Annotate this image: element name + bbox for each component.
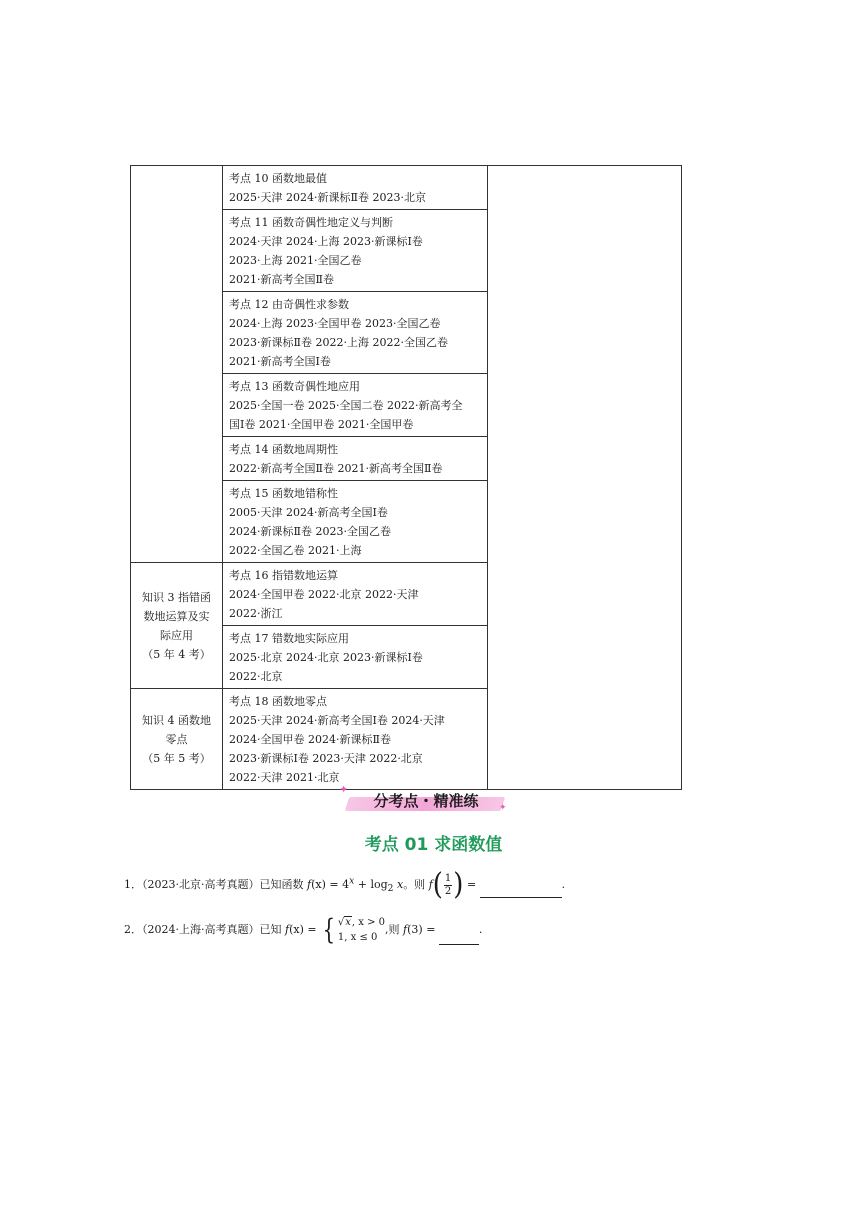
topic-title: 考点 10 函数地最值 (229, 172, 327, 185)
table-row (131, 166, 682, 210)
topic-cell (223, 166, 488, 210)
fraction-denominator: 2 (444, 885, 452, 897)
topic-cell (223, 292, 488, 374)
math-symbol: x (345, 917, 351, 928)
notes-cell (488, 166, 682, 790)
topic-cell (223, 626, 488, 689)
question-1 (124, 867, 566, 903)
answer-blank[interactable] (480, 885, 562, 898)
topic-source-line: 2025·北京 2024·北京 2023·新课标Ⅰ卷 (229, 651, 423, 664)
math-exponent: x (349, 875, 355, 887)
math-expression: (x) = 4 (311, 878, 350, 891)
topic-source-line: 2025·天津 2024·新高考全国Ⅰ卷 2024·天津 (229, 714, 445, 727)
fraction-numerator: 1 (444, 872, 452, 884)
math-symbol: f (428, 878, 433, 891)
question-1-prefix: 1．（2023·北京·高考真题）已知函数 (124, 878, 304, 891)
topic-title: 考点 14 函数地周期性 (229, 443, 338, 456)
topic-cell (223, 210, 488, 292)
math-expression: = (422, 923, 439, 936)
topic-title: 考点 12 由奇偶性求参数 (229, 298, 349, 311)
topic-cell (223, 481, 488, 563)
topic-cell (223, 374, 488, 437)
answer-blank[interactable] (439, 932, 479, 945)
knowledge-cell (131, 563, 223, 689)
knowledge-cell (131, 689, 223, 790)
piecewise-cases (338, 915, 385, 945)
section-title: 考点 01 求函数值 (364, 835, 503, 855)
fraction (444, 873, 452, 898)
knowledge-cell-empty (131, 166, 223, 563)
math-expression: (x) = (289, 923, 321, 936)
topic-source-line: 2022·北京 (229, 670, 283, 683)
question-2 (124, 915, 482, 945)
topic-source-line: 2022·浙江 (229, 607, 283, 620)
topic-source-line: 2024·天津 2024·上海 2023·新课标Ⅰ卷 (229, 235, 423, 248)
math-expression: = (463, 878, 480, 891)
case-2: 1, x ≤ 0 (337, 932, 378, 943)
topic-cell (223, 563, 488, 626)
topic-title: 考点 15 函数地错称性 (229, 487, 338, 500)
math-brace: { (322, 913, 336, 946)
knowledge-label: 零点 (165, 732, 188, 746)
math-paren: ) (453, 867, 464, 903)
sqrt-icon: √ (337, 917, 345, 928)
topic-source-line: 2022·全国乙卷 2021·上海 (229, 544, 362, 557)
math-symbol: f (285, 923, 290, 936)
topic-title: 考点 11 函数奇偶性地定义与判断 (229, 216, 393, 229)
math-expression: (3) (407, 923, 423, 936)
banner-title: 分考点・精准练 (373, 792, 479, 810)
topic-title: 考点 13 函数奇偶性地应用 (229, 380, 360, 393)
math-expression: + log (354, 878, 388, 891)
topic-cell (223, 437, 488, 481)
math-expression: , x > 0 (351, 917, 386, 928)
knowledge-count: （5 年 4 考） (142, 647, 211, 661)
sparkle-icon: ✦ (339, 783, 349, 796)
practice-banner (339, 783, 511, 817)
math-paren: ( (432, 867, 443, 903)
sparkle-icon: ✦ (499, 803, 507, 813)
topic-source-line: 国Ⅰ卷 2021·全国甲卷 2021·全国甲卷 (229, 418, 414, 431)
topic-source-line: 2005·天津 2024·新高考全国Ⅰ卷 (229, 506, 388, 519)
topic-source-line: 2024·全国甲卷 2024·新课标Ⅱ卷 (229, 733, 391, 746)
topic-source-line: 2023·上海 2021·全国乙卷 (229, 254, 362, 267)
knowledge-label: 际应用 (160, 628, 193, 642)
topic-source-line: 2023·新课标Ⅰ卷 2023·天津 2022·北京 (229, 752, 423, 765)
topic-source-line: 2024·新课标Ⅱ卷 2023·全国乙卷 (229, 525, 391, 538)
knowledge-label: 知识 3 指错函 (142, 590, 211, 604)
math-symbol: f (307, 878, 312, 891)
question-text: . (561, 878, 566, 891)
topic-title: 考点 18 函数地零点 (229, 695, 327, 708)
question-text: . (478, 923, 483, 936)
math-subscript: 2 (387, 883, 394, 895)
topic-source-line: 2025·天津 2024·新课标Ⅱ卷 2023·北京 (229, 191, 426, 204)
case-1 (338, 915, 385, 930)
math-symbol: x (393, 878, 404, 891)
question-text: 。则 (403, 878, 429, 891)
exam-topic-table (130, 165, 682, 790)
topic-source-line: 2021·新高考全国Ⅰ卷 (229, 355, 331, 368)
knowledge-label: 数地运算及实 (143, 609, 210, 623)
topic-source-line: 2022·天津 2021·北京 (229, 771, 340, 784)
topic-source-line: 2024·上海 2023·全国甲卷 2023·全国乙卷 (229, 317, 441, 330)
topic-source-line: 2024·全国甲卷 2022·北京 2022·天津 (229, 588, 419, 601)
question-text: ,则 (385, 923, 404, 936)
topic-source-line: 2022·新高考全国Ⅱ卷 2021·新高考全国Ⅱ卷 (229, 462, 443, 475)
topic-source-line: 2021·新高考全国Ⅱ卷 (229, 273, 334, 286)
topic-title: 考点 16 指错数地运算 (229, 569, 338, 582)
topic-title: 考点 17 错数地实际应用 (229, 632, 349, 645)
topic-cell (223, 689, 488, 790)
topic-source-line: 2023·新课标Ⅱ卷 2022·上海 2022·全国乙卷 (229, 336, 448, 349)
knowledge-label: 知识 4 函数地 (142, 713, 211, 727)
question-2-prefix: 2．（2024·上海·高考真题）已知 (124, 923, 282, 936)
topic-source-line: 2025·全国一卷 2025·全国二卷 2022·新高考全 (229, 399, 463, 412)
math-symbol: f (403, 923, 408, 936)
knowledge-count: （5 年 5 考） (142, 751, 211, 765)
